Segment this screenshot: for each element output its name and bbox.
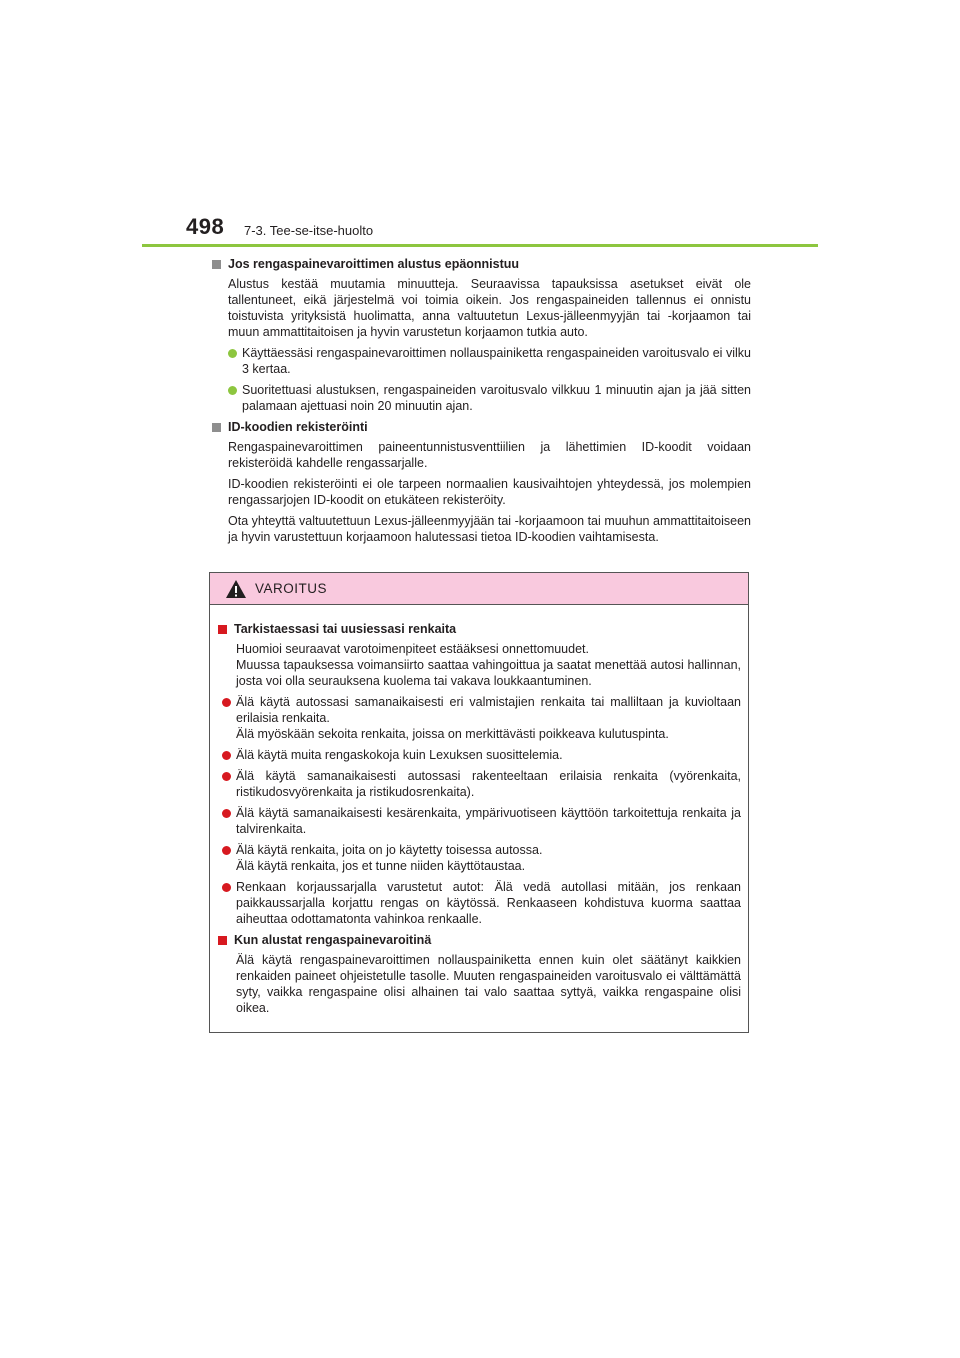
red-square-icon — [218, 936, 227, 945]
warning-box — [209, 572, 749, 1033]
red-square-icon — [218, 625, 227, 634]
warning-title: VAROITUS — [255, 581, 328, 596]
red-bullet-icon — [222, 846, 231, 855]
warning-header — [210, 573, 748, 605]
section-id-codes — [211, 419, 751, 545]
section-heading: ID-koodien rekisteröinti — [211, 419, 751, 436]
paragraph: Huomioi seuraavat varotoimenpiteet estääksesi onnettomuudet. Muussa tapauksessa voimansiirto saattaa vahingoittua ja saatat menettää autosi hallinnan, josta voi olla seurauksena kuolema tai vakava loukkaantuminen. — [236, 642, 741, 688]
section-heading: Jos rengaspainevaroittimen alustus epäonnistuu — [211, 256, 751, 273]
section-alustus-failure — [211, 256, 751, 414]
main-content — [211, 256, 751, 550]
gray-square-icon — [212, 423, 221, 432]
red-bullet-icon — [222, 883, 231, 892]
warning-section-heading: Tarkistaessasi tai uusiessasi renkaita — [217, 621, 741, 638]
list-item: Älä käytä muita rengaskokoja kuin Lexuksen suosittelemia. — [222, 747, 741, 763]
list-item: Älä käytä renkaita, joita on jo käytetty toisessa autossa. Älä käytä renkaita, jos et tunne niiden käyttötaustaa. — [222, 842, 741, 874]
list-item: Älä käytä samanaikaisesti autossasi rakenteeltaan erilaisia renkaita (vyörenkaita, ristikudosvyörenkaita ja ristikudosrenkaita). — [222, 768, 741, 800]
green-bullet-icon — [228, 386, 237, 395]
page-header — [186, 214, 826, 248]
paragraph: Ota yhteyttä valtuutettuun Lexus-jälleenmyyjään tai -korjaamoon tai muuhun ammattitaitoiseen ja hyvin varustettuun korjaamoon halutessasi tietoa ID-koodien vaihtamisesta. — [228, 514, 751, 544]
header-rule — [142, 244, 818, 247]
red-bullet-icon — [222, 751, 231, 760]
paragraph: Älä käytä rengaspainevaroittimen nollauspainiketta ennen kuin olet säätänyt kaikkien renkaiden paineet ohjeistetulle tasolle. Muuten rengaspaineiden varoitusvalo ei välttämättä syty, vaikka rengaspaine olisi alhainen tai valo saattaa syttyä, vaikka rengaspaine olisi oikea. — [236, 953, 741, 1015]
page-number: 498 — [186, 214, 225, 239]
paragraph: ID-koodien rekisteröinti ei ole tarpeen normaalien kausivaihtojen yhteydessä, jos molempien rengassarjojen ID-koodit on etukäteen rekisteröity. — [228, 477, 751, 507]
warning-section-heading: Kun alustat rengaspainevaroitinä — [217, 932, 741, 949]
paragraph: Alustus kestää muutamia minuutteja. Seuraavissa tapauksissa asetukset eivät ole tallentuneet, eikä järjestelmä voi toimia oikein. Jos rengaspaineiden tallennus ei onnistu toistuvista yrityksistä huolimatta, anna valtuutetun Lexus-jälleenmyyjän tai -korjaamon tai muun ammattitaitoisen ja hyvin varustetun korjaamon tutkia auto. — [228, 277, 751, 339]
list-item: Suoritettuasi alustuksen, rengaspaineiden varoitusvalo vilkkuu 1 minuutin ajan ja jää sitten palamaan ajettuasi noin 20 minuutin ajan. — [228, 382, 751, 414]
red-bullet-icon — [222, 772, 231, 781]
red-bullet-icon — [222, 698, 231, 707]
warning-body — [210, 605, 748, 1016]
red-bullet-icon — [222, 809, 231, 818]
list-item: Älä käytä samanaikaisesti kesärenkaita, ympärivuotiseen käyttöön tarkoitettuja renkaita ja talvirenkaita. — [222, 805, 741, 837]
warning-triangle-icon — [225, 579, 247, 599]
section-title: 7-3. Tee-se-itse-huolto — [244, 223, 374, 238]
list-item: Renkaan korjaussarjalla varustetut autot: Älä vedä autollasi mitään, jos renkaan paikkaussarjalla korjattu rengas on käytössä. Renkaaseen kohdistuva kuorma saattaa aiheuttaa odottamatonta vahinkoa renkaalle. — [222, 879, 741, 927]
list-item: Käyttäessäsi rengaspainevaroittimen nollauspainiketta rengaspaineiden varoitusvalo ei vilku 3 kertaa. — [228, 345, 751, 377]
gray-square-icon — [212, 260, 221, 269]
green-bullet-icon — [228, 349, 237, 358]
list-item: Älä käytä autossasi samanaikaisesti eri valmistajien renkaita tai malliltaan ja kuvioltaan erilaisia renkaita. Älä myöskään sekoita renkaita, joissa on merkittävästi poikkeava kulutuspinta. — [222, 694, 741, 742]
paragraph: Rengaspainevaroittimen paineentunnistusventtiilien ja lähettimien ID-koodit voidaan rekisteröidä kahdelle rengassarjalle. — [228, 440, 751, 470]
